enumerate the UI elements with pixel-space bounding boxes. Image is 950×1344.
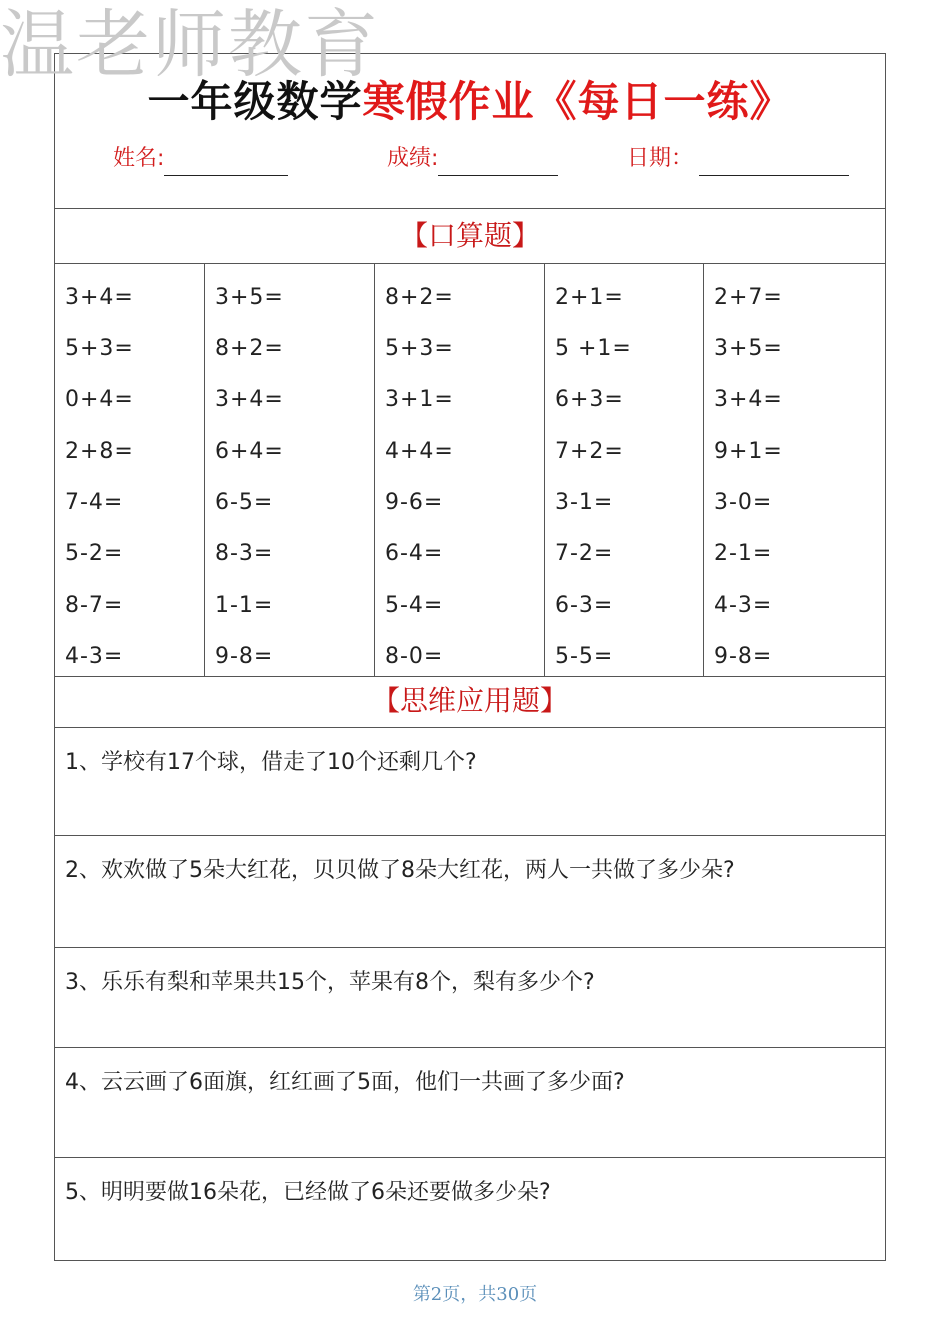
equation: 3+4= bbox=[215, 387, 284, 412]
date-field[interactable] bbox=[627, 142, 849, 176]
name-field[interactable] bbox=[113, 142, 288, 176]
equation: 0+4= bbox=[65, 387, 134, 412]
thinking-section-title: 【思维应用题】 bbox=[55, 677, 885, 728]
equation: 3-0= bbox=[714, 490, 773, 515]
equation: 8-0= bbox=[385, 644, 444, 669]
equation: 9-8= bbox=[215, 644, 274, 669]
problem-text: 3、乐乐有梨和苹果共15个，苹果有8个，梨有多少个? bbox=[65, 970, 595, 995]
equation: 4+4= bbox=[385, 439, 454, 464]
score-label: 成绩: bbox=[387, 146, 439, 171]
equation: 8-3= bbox=[215, 541, 274, 566]
page-number: 第2页，共30页 bbox=[412, 1284, 538, 1305]
equation: 5+3= bbox=[65, 336, 134, 361]
oral-math-grid bbox=[55, 264, 885, 677]
equation: 6-4= bbox=[385, 541, 444, 566]
equation: 5-4= bbox=[385, 593, 444, 618]
word-problem-1 bbox=[55, 728, 885, 836]
equation: 1-1= bbox=[215, 593, 274, 618]
word-problem-4 bbox=[55, 1048, 885, 1158]
equation: 3+1= bbox=[385, 387, 454, 412]
equation: 6-3= bbox=[555, 593, 614, 618]
equation: 5-5= bbox=[555, 644, 614, 669]
equation: 6+4= bbox=[215, 439, 284, 464]
equation: 4-3= bbox=[714, 593, 773, 618]
equation: 3+4= bbox=[65, 285, 134, 310]
equation: 5-2= bbox=[65, 541, 124, 566]
date-blank[interactable] bbox=[699, 149, 849, 176]
name-label: 姓名: bbox=[113, 146, 165, 171]
title-subject: 寒假作业《每日一练》 bbox=[362, 77, 793, 126]
title-grade: 一年级数学 bbox=[147, 77, 363, 126]
word-problem-3 bbox=[55, 948, 885, 1048]
oral-section-title: 【口算题】 bbox=[55, 209, 885, 264]
equation: 5 +1= bbox=[555, 336, 632, 361]
equation: 6-5= bbox=[215, 490, 274, 515]
score-field[interactable] bbox=[387, 142, 558, 176]
equation: 8-7= bbox=[65, 593, 124, 618]
equation: 3+5= bbox=[215, 285, 284, 310]
equation: 9-8= bbox=[714, 644, 773, 669]
worksheet bbox=[54, 53, 886, 1261]
equation: 8+2= bbox=[385, 285, 454, 310]
equation: 9+1= bbox=[714, 439, 783, 464]
equation: 5+3= bbox=[385, 336, 454, 361]
equation-column-3 bbox=[375, 264, 545, 676]
equation: 7+2= bbox=[555, 439, 624, 464]
equation: 2+8= bbox=[65, 439, 134, 464]
equation: 3+4= bbox=[714, 387, 783, 412]
equation: 8+2= bbox=[215, 336, 284, 361]
problem-text: 2、欢欢做了5朵大红花，贝贝做了8朵大红花，两人一共做了多少朵? bbox=[65, 858, 735, 883]
date-label: 日期： bbox=[627, 146, 694, 171]
equation-column-4 bbox=[545, 264, 704, 676]
word-problem-2 bbox=[55, 836, 885, 948]
equation: 6+3= bbox=[555, 387, 624, 412]
score-blank[interactable] bbox=[438, 149, 558, 176]
problem-text: 4、云云画了6面旗，红红画了5面，他们一共画了多少面? bbox=[65, 1070, 625, 1095]
equation-column-2 bbox=[205, 264, 375, 676]
equation: 7-4= bbox=[65, 490, 124, 515]
word-problem-5 bbox=[55, 1158, 885, 1260]
equation: 4-3= bbox=[65, 644, 124, 669]
problem-text: 1、学校有17个球，借走了10个还剩几个? bbox=[65, 750, 477, 775]
equation: 9-6= bbox=[385, 490, 444, 515]
equation: 7-2= bbox=[555, 541, 614, 566]
name-blank[interactable] bbox=[164, 149, 288, 176]
equation: 2+1= bbox=[555, 285, 624, 310]
watermark: 温老师教育 bbox=[0, 2, 380, 88]
equation: 2+7= bbox=[714, 285, 783, 310]
equation-column-5 bbox=[704, 264, 885, 676]
equation: 3-1= bbox=[555, 490, 614, 515]
equation-column-1 bbox=[55, 264, 205, 676]
problem-text: 5、明明要做16朵花，已经做了6朵还要做多少朵? bbox=[65, 1180, 551, 1205]
equation: 3+5= bbox=[714, 336, 783, 361]
equation: 2-1= bbox=[714, 541, 773, 566]
